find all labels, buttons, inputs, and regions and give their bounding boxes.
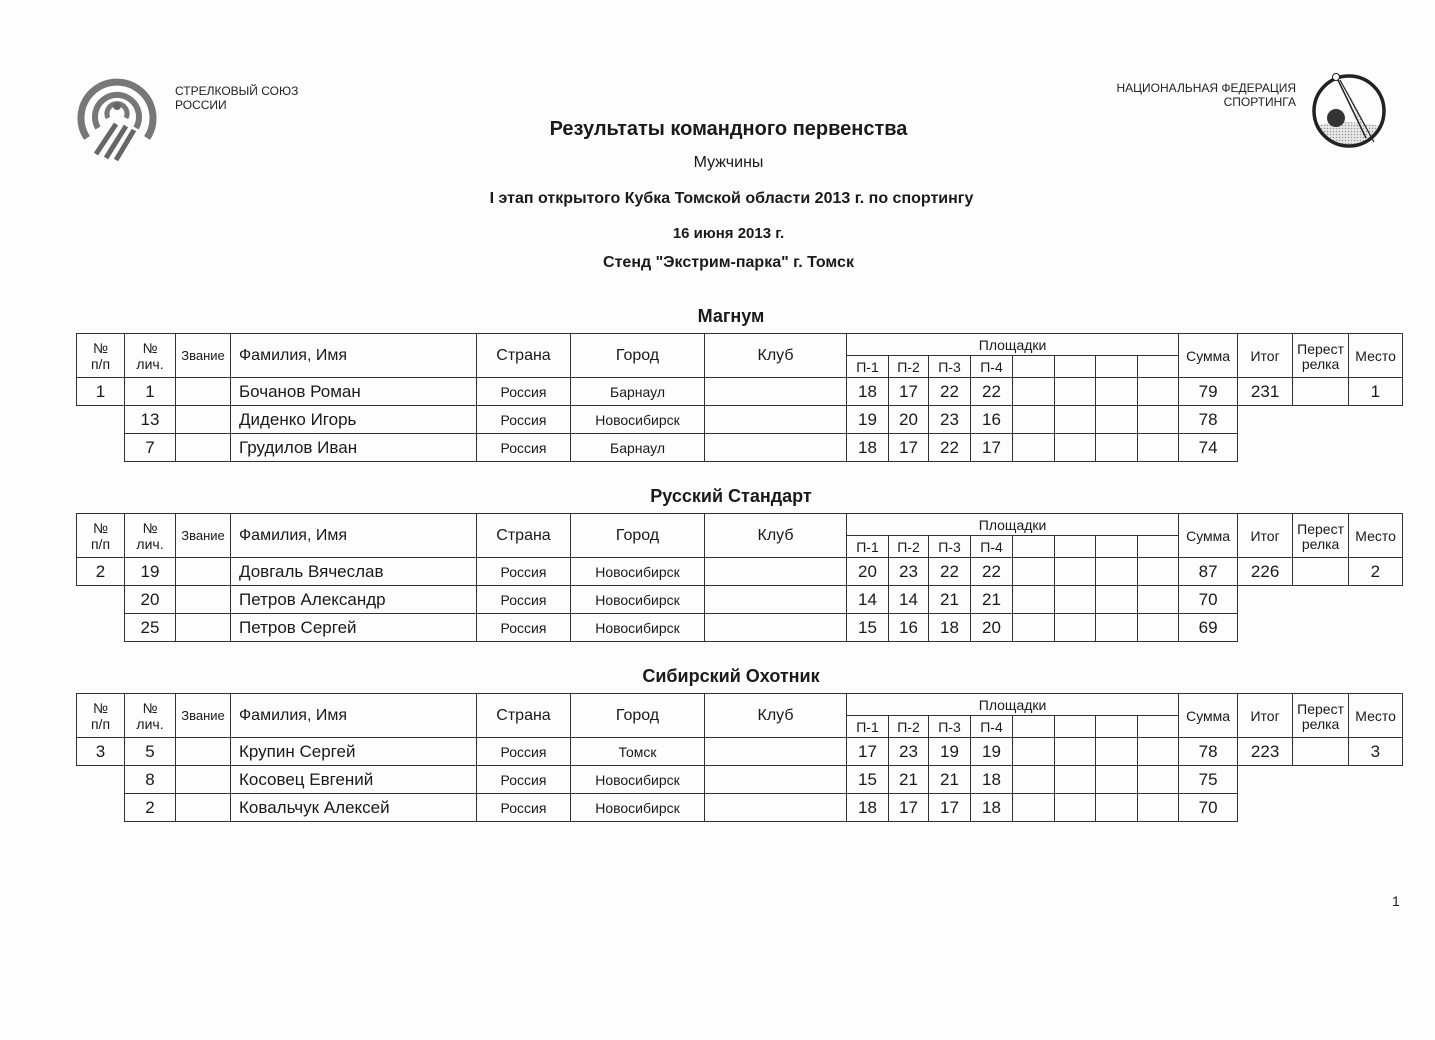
header-total: Итог — [1238, 514, 1293, 558]
range-score: 22 — [929, 558, 971, 586]
member-country: Россия — [477, 378, 571, 406]
header-row — [77, 334, 1403, 356]
header-text: № — [92, 339, 109, 356]
table-row — [77, 558, 1403, 586]
header-text: лич. — [136, 535, 164, 552]
header-row — [77, 694, 1403, 716]
member-country: Россия — [477, 614, 571, 642]
header-rank: Звание — [176, 694, 231, 738]
member-city: Новосибирск — [571, 586, 705, 614]
member-country: Россия — [477, 586, 571, 614]
header-place: Место — [1349, 514, 1403, 558]
header-name: Фамилия, Имя — [231, 334, 477, 378]
team-shootoff — [1293, 738, 1349, 766]
org-right-name — [1090, 81, 1296, 109]
member-sum: 78 — [1179, 406, 1238, 434]
range-score: 23 — [889, 738, 929, 766]
member-sum: 79 — [1179, 378, 1238, 406]
range-score — [1055, 406, 1096, 434]
header-text: релка — [1301, 715, 1340, 732]
team-name: Русский Стандарт — [650, 486, 812, 506]
range-score: 20 — [889, 406, 929, 434]
team-place: 2 — [1349, 558, 1403, 586]
event-venue: Стенд "Экстрим-парка" г. Томск — [603, 254, 854, 271]
header-sum: Сумма — [1179, 334, 1238, 378]
header-ranges: Площадки — [847, 334, 1179, 356]
range-score — [1013, 378, 1055, 406]
member-number: 19 — [125, 558, 176, 586]
empty-cell — [77, 586, 125, 614]
range-score: 15 — [847, 766, 889, 794]
header-text: № — [142, 699, 158, 716]
header-city: Город — [571, 514, 705, 558]
org-left-line-2: РОССИИ — [175, 98, 227, 112]
header-range-col — [1055, 536, 1096, 558]
team-shootoff — [1293, 558, 1349, 586]
header-text: п/п — [90, 355, 111, 372]
header-club: Клуб — [705, 514, 847, 558]
range-score — [1013, 406, 1055, 434]
empty-cell — [1349, 766, 1403, 794]
range-score — [1055, 378, 1096, 406]
range-score — [1138, 434, 1179, 462]
org-right-line-2: СПОРТИНГА — [1223, 95, 1296, 109]
member-country: Россия — [477, 406, 571, 434]
header-ranges: Площадки — [847, 514, 1179, 536]
header-text: лич. — [136, 355, 164, 372]
header-range-col: П-4 — [971, 536, 1013, 558]
range-score — [1055, 614, 1096, 642]
empty-cell — [1349, 794, 1403, 822]
header-range-col — [1138, 716, 1179, 738]
range-score: 18 — [847, 434, 889, 462]
header-range-col: П-1 — [847, 716, 889, 738]
empty-cell — [1293, 434, 1349, 462]
empty-cell — [1238, 586, 1293, 614]
range-score: 14 — [847, 586, 889, 614]
range-score — [1055, 434, 1096, 462]
range-score: 21 — [971, 586, 1013, 614]
range-score: 17 — [971, 434, 1013, 462]
header-sum: Сумма — [1179, 694, 1238, 738]
header-total: Итог — [1238, 694, 1293, 738]
member-name: Косовец Евгений — [231, 766, 477, 794]
member-city: Томск — [571, 738, 705, 766]
header-range-col: П-4 — [971, 356, 1013, 378]
member-city: Новосибирск — [571, 766, 705, 794]
header-text: № — [142, 339, 158, 356]
range-score: 17 — [889, 794, 929, 822]
header-range-col — [1013, 716, 1055, 738]
member-name: Диденко Игорь — [231, 406, 477, 434]
page-title: Результаты командного первенства — [549, 118, 908, 140]
header-row — [77, 514, 1403, 536]
header-text: Перест — [1297, 340, 1345, 357]
member-number: 2 — [125, 794, 176, 822]
range-score — [1013, 558, 1055, 586]
table-row — [77, 766, 1403, 794]
range-score: 15 — [847, 614, 889, 642]
header-range-col: П-2 — [889, 716, 929, 738]
member-city: Барнаул — [571, 434, 705, 462]
team-number: 2 — [77, 558, 125, 586]
team-name: Сибирский Охотник — [642, 666, 820, 686]
empty-cell — [77, 794, 125, 822]
table-row — [77, 738, 1403, 766]
member-country: Россия — [477, 766, 571, 794]
range-score — [1138, 614, 1179, 642]
header-range-col: П-3 — [929, 536, 971, 558]
header-range-col: П-1 — [847, 536, 889, 558]
empty-cell — [1349, 434, 1403, 462]
empty-cell — [1293, 794, 1349, 822]
header-name: Фамилия, Имя — [231, 514, 477, 558]
member-sum: 75 — [1179, 766, 1238, 794]
member-club — [705, 434, 847, 462]
member-number: 20 — [125, 586, 176, 614]
range-score — [1013, 614, 1055, 642]
event-name: I этап открытого Кубка Томской области 2013 г. по спортингу — [489, 190, 974, 207]
team-name: Магнум — [697, 306, 765, 326]
table-row — [77, 434, 1403, 462]
member-name: Довгаль Вячеслав — [231, 558, 477, 586]
member-sum: 87 — [1179, 558, 1238, 586]
range-score: 20 — [971, 614, 1013, 642]
range-score — [1096, 614, 1138, 642]
empty-cell — [77, 406, 125, 434]
header-text: № — [92, 699, 109, 716]
range-score: 21 — [889, 766, 929, 794]
member-number: 8 — [125, 766, 176, 794]
range-score — [1096, 766, 1138, 794]
member-city: Новосибирск — [571, 558, 705, 586]
empty-cell — [1238, 406, 1293, 434]
member-sum: 74 — [1179, 434, 1238, 462]
header-sum: Сумма — [1179, 514, 1238, 558]
org-left-line-1: СТРЕЛКОВЫЙ СОЮЗ — [175, 84, 299, 98]
header-place: Место — [1349, 334, 1403, 378]
header-text: п/п — [90, 535, 111, 552]
header-city: Город — [571, 334, 705, 378]
range-score — [1055, 586, 1096, 614]
event-date: 16 июня 2013 г. — [672, 225, 785, 242]
range-score — [1013, 434, 1055, 462]
range-score: 18 — [929, 614, 971, 642]
header-country: Страна — [477, 514, 571, 558]
team-number: 1 — [77, 378, 125, 406]
range-score — [1013, 766, 1055, 794]
range-score: 18 — [971, 794, 1013, 822]
range-score: 22 — [971, 558, 1013, 586]
header-text: Перест — [1297, 520, 1345, 537]
header-club: Клуб — [705, 334, 847, 378]
range-score: 19 — [847, 406, 889, 434]
team-place: 1 — [1349, 378, 1403, 406]
team-shootoff — [1293, 378, 1349, 406]
header-num-lich — [125, 514, 176, 558]
header-range-col — [1096, 716, 1138, 738]
header-text: Перест — [1297, 700, 1345, 717]
member-number: 5 — [125, 738, 176, 766]
member-rank — [176, 434, 231, 462]
range-score — [1096, 558, 1138, 586]
table-row — [77, 794, 1403, 822]
table-row — [77, 586, 1403, 614]
header-text: релка — [1301, 535, 1340, 552]
header-shootoff — [1293, 514, 1349, 558]
range-score: 22 — [971, 378, 1013, 406]
page-number: 1 — [1392, 893, 1400, 909]
range-score: 19 — [971, 738, 1013, 766]
member-rank — [176, 614, 231, 642]
member-rank — [176, 586, 231, 614]
range-score — [1013, 738, 1055, 766]
header-club: Клуб — [705, 694, 847, 738]
member-name: Ковальчук Алексей — [231, 794, 477, 822]
header-range-col — [1055, 716, 1096, 738]
header-country: Страна — [477, 334, 571, 378]
header-rank: Звание — [176, 334, 231, 378]
header-num-pp — [77, 334, 125, 378]
header-text: лич. — [136, 715, 164, 732]
member-country: Россия — [477, 738, 571, 766]
range-score — [1096, 738, 1138, 766]
member-club — [705, 558, 847, 586]
member-number: 1 — [125, 378, 176, 406]
range-score — [1096, 406, 1138, 434]
header-city: Город — [571, 694, 705, 738]
range-score: 17 — [889, 378, 929, 406]
header-place: Место — [1349, 694, 1403, 738]
range-score — [1013, 586, 1055, 614]
header-text: релка — [1301, 355, 1340, 372]
header-range-col: П-2 — [889, 536, 929, 558]
header-shootoff — [1293, 694, 1349, 738]
header-num-pp — [77, 514, 125, 558]
header-text: № — [142, 519, 158, 536]
range-score: 23 — [889, 558, 929, 586]
member-sum: 70 — [1179, 586, 1238, 614]
header-range-col — [1013, 356, 1055, 378]
range-score — [1138, 586, 1179, 614]
header-range-col — [1096, 536, 1138, 558]
header-range-col — [1138, 536, 1179, 558]
member-rank — [176, 738, 231, 766]
member-name: Петров Александр — [231, 586, 477, 614]
member-city: Новосибирск — [571, 614, 705, 642]
header-num-lich — [125, 334, 176, 378]
empty-cell — [1238, 794, 1293, 822]
member-rank — [176, 794, 231, 822]
member-rank — [176, 558, 231, 586]
range-score — [1138, 738, 1179, 766]
header-text: п/п — [90, 715, 111, 732]
empty-cell — [1349, 614, 1403, 642]
table-row — [77, 378, 1403, 406]
member-number: 13 — [125, 406, 176, 434]
header-range-col — [1013, 536, 1055, 558]
range-score — [1096, 794, 1138, 822]
header-num-pp — [77, 694, 125, 738]
empty-cell — [1349, 406, 1403, 434]
range-score — [1013, 794, 1055, 822]
range-score — [1096, 378, 1138, 406]
range-score — [1138, 766, 1179, 794]
team-place: 3 — [1349, 738, 1403, 766]
range-score: 22 — [929, 434, 971, 462]
header-range-col — [1096, 356, 1138, 378]
header-range-col — [1055, 356, 1096, 378]
empty-cell — [1293, 766, 1349, 794]
member-name: Грудилов Иван — [231, 434, 477, 462]
team-total: 226 — [1238, 558, 1293, 586]
range-score: 20 — [847, 558, 889, 586]
range-score: 17 — [889, 434, 929, 462]
empty-cell — [77, 766, 125, 794]
team-results-table — [76, 513, 1403, 642]
empty-cell — [1238, 766, 1293, 794]
member-number: 7 — [125, 434, 176, 462]
range-score: 22 — [929, 378, 971, 406]
header-total: Итог — [1238, 334, 1293, 378]
table-row — [77, 614, 1403, 642]
member-sum: 70 — [1179, 794, 1238, 822]
member-rank — [176, 766, 231, 794]
member-rank — [176, 378, 231, 406]
member-name: Петров Сергей — [231, 614, 477, 642]
header-range-col: П-2 — [889, 356, 929, 378]
header-country: Страна — [477, 694, 571, 738]
member-city: Новосибирск — [571, 406, 705, 434]
header-shootoff — [1293, 334, 1349, 378]
range-score — [1096, 586, 1138, 614]
header-name: Фамилия, Имя — [231, 694, 477, 738]
empty-cell — [1293, 586, 1349, 614]
member-club — [705, 378, 847, 406]
member-city: Новосибирск — [571, 794, 705, 822]
range-score — [1055, 558, 1096, 586]
member-city: Барнаул — [571, 378, 705, 406]
shooting-union-logo-icon — [76, 66, 158, 166]
member-club — [705, 766, 847, 794]
range-score — [1138, 794, 1179, 822]
member-sum: 69 — [1179, 614, 1238, 642]
table-row — [77, 406, 1403, 434]
member-club — [705, 738, 847, 766]
team-total: 223 — [1238, 738, 1293, 766]
member-club — [705, 406, 847, 434]
header-range-col — [1138, 356, 1179, 378]
range-score: 17 — [847, 738, 889, 766]
header-text: № — [92, 519, 109, 536]
range-score: 21 — [929, 766, 971, 794]
empty-cell — [1293, 406, 1349, 434]
range-score: 16 — [971, 406, 1013, 434]
range-score: 14 — [889, 586, 929, 614]
range-score: 19 — [929, 738, 971, 766]
header-range-col: П-3 — [929, 356, 971, 378]
member-country: Россия — [477, 794, 571, 822]
header-ranges: Площадки — [847, 694, 1179, 716]
member-rank — [176, 406, 231, 434]
page-subtitle: Мужчины — [693, 154, 764, 171]
empty-cell — [77, 614, 125, 642]
range-score — [1096, 434, 1138, 462]
empty-cell — [1293, 614, 1349, 642]
header-range-col: П-1 — [847, 356, 889, 378]
range-score — [1055, 738, 1096, 766]
range-score: 18 — [847, 378, 889, 406]
team-total: 231 — [1238, 378, 1293, 406]
member-number: 25 — [125, 614, 176, 642]
range-score: 18 — [971, 766, 1013, 794]
range-score — [1138, 378, 1179, 406]
range-score: 18 — [847, 794, 889, 822]
member-club — [705, 794, 847, 822]
member-country: Россия — [477, 434, 571, 462]
org-left-name — [175, 84, 298, 112]
team-results-table — [76, 693, 1403, 822]
member-name: Крупин Сергей — [231, 738, 477, 766]
range-score — [1055, 766, 1096, 794]
member-country: Россия — [477, 558, 571, 586]
header-num-lich — [125, 694, 176, 738]
range-score — [1055, 794, 1096, 822]
range-score — [1138, 558, 1179, 586]
header-rank: Звание — [176, 514, 231, 558]
empty-cell — [77, 434, 125, 462]
team-results-table — [76, 333, 1403, 462]
range-score: 16 — [889, 614, 929, 642]
member-club — [705, 614, 847, 642]
team-number: 3 — [77, 738, 125, 766]
empty-cell — [1238, 434, 1293, 462]
header-range-col: П-4 — [971, 716, 1013, 738]
member-name: Бочанов Роман — [231, 378, 477, 406]
range-score: 23 — [929, 406, 971, 434]
header-range-col: П-3 — [929, 716, 971, 738]
empty-cell — [1238, 614, 1293, 642]
range-score — [1138, 406, 1179, 434]
member-sum: 78 — [1179, 738, 1238, 766]
empty-cell — [1349, 586, 1403, 614]
member-club — [705, 586, 847, 614]
org-right-line-1: НАЦИОНАЛЬНАЯ ФЕДЕРАЦИЯ — [1116, 81, 1296, 95]
range-score: 21 — [929, 586, 971, 614]
range-score: 17 — [929, 794, 971, 822]
